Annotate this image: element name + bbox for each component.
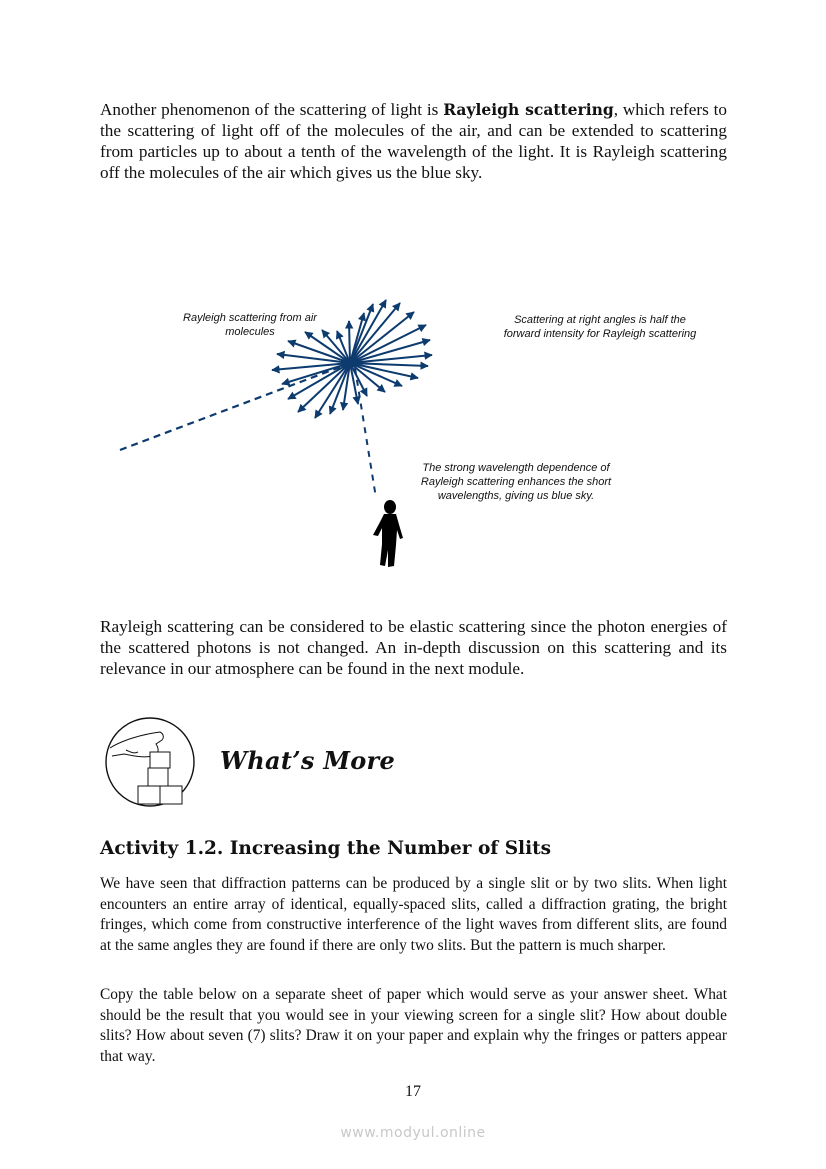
intro-text-rest: , which refers to the scattering of light off of the molecules of the air, and can be extended to scattering from particles up to about a tenth of the wavelength of the light. It is Rayleigh scattering off the molecules of the air which gives us the blue sky. bbox=[100, 100, 727, 182]
caption-left: Rayleigh scattering from air molecules bbox=[183, 312, 317, 338]
caption-bottom: The strong wavelength dependence of Rayleigh scattering enhances the short wavelengths, giving us blue sky. bbox=[420, 462, 612, 502]
rayleigh-term: Rayleigh scattering bbox=[443, 100, 614, 119]
activity-title: Activity 1.2. Increasing the Number of Slits bbox=[100, 838, 552, 859]
elastic-scattering-paragraph: Rayleigh scattering can be considered to be elastic scattering since the photon energies of the scattered photons is not changed. An in-depth discussion on this scattering and its relevance in our atmosphere can be found in the next module. bbox=[100, 617, 727, 678]
intro-text: Another phenomenon of the scattering of light is bbox=[100, 100, 444, 119]
incoming-light-ray-icon bbox=[120, 364, 348, 450]
section-title: What’s More bbox=[220, 746, 396, 775]
page-number: 17 bbox=[405, 1083, 421, 1100]
observer-ray-icon bbox=[355, 368, 376, 498]
watermark: www.modyul.online bbox=[340, 1125, 486, 1141]
scattering-starburst-icon bbox=[272, 300, 432, 418]
observer-silhouette-icon bbox=[373, 500, 403, 567]
hand-stacking-blocks-icon bbox=[104, 716, 196, 808]
instructions-paragraph: Copy the table below on a separate sheet of paper which would serve as your answer sheet. What should be the result that you would see in your viewing screen for a single slit? How about double slits? How about seven (7) slits? Draw it on your paper and explain why the fringes or patters appear that way. bbox=[100, 986, 727, 1066]
diffraction-paragraph: We have seen that diffraction patterns can be produced by a single slit or by two slits. When light encounters an entire array of identical, equally-spaced slits, called a diffraction grating, the bright fringes, which come from constructive interference of the light waves from different slits, are found at the same angles they are found if there are only two slits. But the pattern is much sharper. bbox=[100, 875, 727, 955]
caption-right: Scattering at right angles is half the forward intensity for Rayleigh scattering bbox=[503, 314, 697, 340]
